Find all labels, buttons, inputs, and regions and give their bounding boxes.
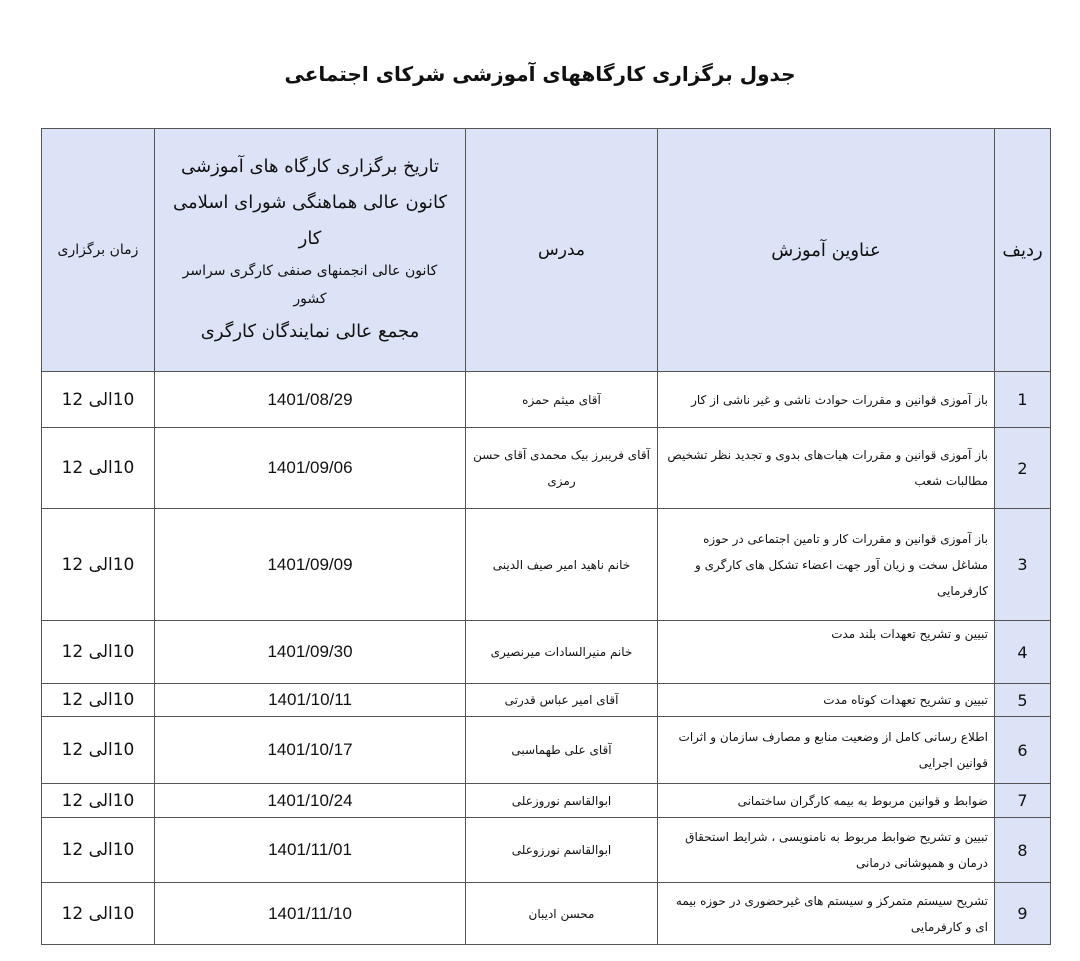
table-row [42,883,1051,945]
row-number: 8 [995,818,1051,883]
row-date: 1401/10/24 [155,784,466,818]
row-topic: ضوابط و قوانین مربوط به بیمه کارگران ساختمانی [658,784,995,818]
row-time: 10الی 12 [42,428,155,509]
table-row [42,621,1051,684]
row-topic: تبیین و تشریح ضوابط مربوط به نامنویسی ، شرایط استحقاق درمان و همپوشانی درمانی [658,818,995,883]
row-number: 2 [995,428,1051,509]
row-topic: باز آموزی قوانین و مقررات هیات‌های بدوی و تجدید نظر تشخیص مطالبات شعب [658,428,995,509]
row-number: 5 [995,684,1051,717]
row-date: 1401/08/29 [155,372,466,428]
row-topic: اطلاع رسانی کامل از وضعیت منابع و مصارف سازمان و اثرات قوانین اجرایی [658,717,995,784]
table-row [42,372,1051,428]
row-time: 10الی 12 [42,883,155,945]
row-number: 3 [995,509,1051,621]
row-teacher: خانم ناهید امیر صیف الدینی [466,509,658,621]
row-topic: باز آموزی قوانین و مقررات حوادث ناشی و غیر ناشی از کار [658,372,995,428]
table-row [42,717,1051,784]
header-date [155,129,466,372]
row-teacher: آقای فریبرز بیک محمدی آقای حسن رمزی [466,428,658,509]
row-topic: باز آموزی قوانین و مقررات کار و تامین اجتماعی در حوزه مشاغل سخت و زیان آور جهت اعضاء تشکل های کارگری و کارفرمایی [658,509,995,621]
row-date: 1401/09/09 [155,509,466,621]
row-time: 10الی 12 [42,684,155,717]
row-number: 9 [995,883,1051,945]
header-date-line: کشور [293,291,327,307]
header-date-line: مجمع عالی نمایندگان کارگری [200,321,420,342]
row-time: 10الی 12 [42,818,155,883]
row-date: 1401/10/17 [155,717,466,784]
header-date-line: کانون عالی انجمنهای صنفی کارگری سراسر [182,263,438,279]
table-row [42,818,1051,883]
row-teacher: ابوالقاسم نورزوعلی [466,818,658,883]
header-date-line: کانون عالی هماهنگی شورای اسلامی [172,192,448,213]
row-date: 1401/11/01 [155,818,466,883]
header-teacher: مدرس [466,129,658,372]
row-topic: تشریح سیستم متمرکز و سیستم های غیرحضوری در حوزه بیمه ای و کارفرمایی [658,883,995,945]
row-number: 6 [995,717,1051,784]
row-date: 1401/09/30 [155,621,466,684]
page-title: جدول برگزاری کارگاههای آموزشی شرکای اجتماعی [284,62,796,86]
row-topic: تبیین و تشریح تعهدات کوتاه مدت [658,684,995,717]
row-time: 10الی 12 [42,784,155,818]
row-number: 4 [995,621,1051,684]
row-date: 1401/10/11 [155,684,466,717]
table-row [42,428,1051,509]
row-time: 10الی 12 [42,717,155,784]
row-number: 7 [995,784,1051,818]
row-time: 10الی 12 [42,372,155,428]
header-date-line: تاریخ برگزاری کارگاه های آموزشی [181,156,439,177]
row-time: 10الی 12 [42,621,155,684]
row-number: 1 [995,372,1051,428]
table-row [42,784,1051,818]
row-teacher: ابوالقاسم نوروزعلی [466,784,658,818]
row-teacher: آقای علی طهماسبی [466,717,658,784]
header-row-number: ردیف [995,129,1051,372]
row-topic: تبیین و تشریح تعهدات بلند مدت [658,621,995,684]
table-header-row [42,129,1051,372]
row-teacher: آقای میثم حمزه [466,372,658,428]
table-row [42,684,1051,717]
row-teacher: خانم منیرالسادات میرنصیری [466,621,658,684]
row-date: 1401/11/10 [155,883,466,945]
workshop-schedule-table [41,128,1051,945]
row-teacher: آقای امیر عباس قدرتی [466,684,658,717]
table-row [42,509,1051,621]
row-teacher: محسن ادیبان [466,883,658,945]
row-time: 10الی 12 [42,509,155,621]
header-topic: عناوین آموزش [658,129,995,372]
header-date-line: کار [298,228,322,249]
row-date: 1401/09/06 [155,428,466,509]
header-time: زمان برگزاری [42,129,155,372]
